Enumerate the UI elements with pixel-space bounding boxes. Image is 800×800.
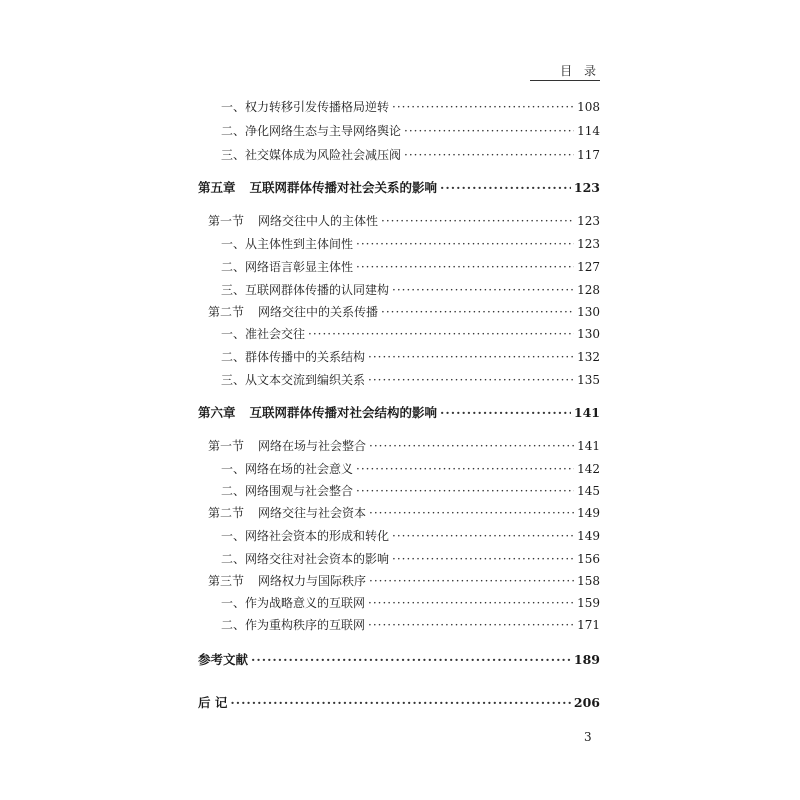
toc-entry-page: 135 bbox=[577, 373, 600, 387]
toc-entry-label bbox=[221, 482, 353, 499]
toc-entry-page: 158 bbox=[577, 574, 600, 588]
toc-entry-label bbox=[221, 616, 365, 633]
dot-leader bbox=[308, 327, 574, 341]
toc-entry-title: 二、群体传播中的关系结构 bbox=[221, 350, 366, 364]
toc-entry-label bbox=[208, 303, 378, 320]
toc-entry-title: 二、净化网络生态与主导网络舆论 bbox=[221, 124, 402, 138]
toc-entry-label bbox=[221, 235, 353, 252]
toc-entry-sub bbox=[198, 122, 600, 142]
toc-entry-label bbox=[221, 98, 389, 115]
toc-entry-title: 三、从文本交流到编织关系 bbox=[221, 373, 366, 387]
toc-entry-page: 206 bbox=[573, 695, 600, 710]
header-rule bbox=[530, 80, 600, 81]
toc-entry-sub bbox=[198, 460, 600, 480]
toc-entry-title: 互联网群体传播对社会结构的影响 bbox=[249, 405, 438, 420]
dot-leader bbox=[440, 405, 571, 420]
toc-entry-sub bbox=[198, 235, 600, 255]
toc-entry-page: 127 bbox=[577, 260, 600, 274]
toc-entry-page: 141 bbox=[573, 405, 600, 420]
dot-leader bbox=[404, 148, 574, 162]
toc-entry-sub bbox=[198, 348, 600, 368]
toc-entry-chapter bbox=[198, 693, 600, 713]
toc-entry-label bbox=[198, 650, 248, 668]
toc-entry-page: 142 bbox=[577, 462, 600, 476]
toc-entry-chapter bbox=[198, 178, 600, 198]
dot-leader bbox=[368, 618, 574, 632]
toc-entry-label bbox=[221, 371, 365, 388]
toc-entry-page: 123 bbox=[577, 237, 600, 251]
dot-leader bbox=[356, 237, 574, 251]
toc-entry-label bbox=[221, 527, 389, 544]
toc-entry-page: 171 bbox=[577, 618, 600, 632]
toc-entry-title: 网络交往中的关系传播 bbox=[258, 305, 379, 319]
dot-leader bbox=[404, 124, 574, 138]
dot-leader bbox=[369, 439, 574, 453]
toc-entry-section bbox=[198, 504, 600, 524]
dot-leader bbox=[392, 529, 574, 543]
toc-entry-section bbox=[198, 303, 600, 323]
toc-entry-label bbox=[221, 460, 353, 477]
dot-leader bbox=[230, 695, 571, 710]
toc-entry-title: 一、从主体性到主体间性 bbox=[221, 237, 354, 251]
toc-entry-label bbox=[221, 550, 389, 567]
running-header: 目 录 bbox=[560, 64, 600, 78]
toc-entry-page: 130 bbox=[577, 305, 600, 319]
toc-entry-page: 132 bbox=[577, 350, 600, 364]
toc-entry-label bbox=[221, 122, 401, 139]
toc-entry-sub bbox=[198, 98, 600, 118]
toc-entry-label bbox=[221, 348, 365, 365]
toc-entry-sub bbox=[198, 616, 600, 636]
toc-entry-section bbox=[198, 212, 600, 232]
dot-leader bbox=[392, 100, 574, 114]
toc-entry-sub bbox=[198, 527, 600, 547]
dot-leader bbox=[251, 652, 571, 667]
toc-entry-label bbox=[221, 258, 353, 275]
toc-entry-page: 123 bbox=[573, 180, 600, 195]
toc-entry-sub bbox=[198, 550, 600, 570]
toc-entry-title: 网络交往中人的主体性 bbox=[258, 214, 379, 228]
toc-entry-title: 网络在场与社会整合 bbox=[258, 439, 367, 453]
toc-entry-sub bbox=[198, 325, 600, 345]
toc-entry-title: 二、作为重构秩序的互联网 bbox=[221, 618, 366, 632]
toc-entry-label bbox=[208, 572, 366, 589]
toc-entry-number: 第三节 bbox=[208, 574, 245, 588]
toc-entry-number: 第一节 bbox=[208, 439, 245, 453]
toc-entry-page: 123 bbox=[577, 214, 600, 228]
toc-entry-title: 二、网络交往对社会资本的影响 bbox=[221, 552, 390, 566]
toc-entry-page: 128 bbox=[577, 283, 600, 297]
toc-entry-section bbox=[198, 572, 600, 592]
toc-entry-page: 117 bbox=[577, 148, 600, 162]
toc-entry-title: 二、网络围观与社会整合 bbox=[221, 484, 354, 498]
toc-entry-page: 108 bbox=[577, 100, 600, 114]
toc-entry-title: 互联网群体传播对社会关系的影响 bbox=[249, 180, 438, 195]
dot-leader bbox=[381, 305, 574, 319]
toc-entry-page: 159 bbox=[577, 596, 600, 610]
toc-entry-label bbox=[198, 693, 227, 711]
toc-entry-page: 145 bbox=[577, 484, 600, 498]
toc-entry-sub bbox=[198, 281, 600, 301]
toc-entry-page: 149 bbox=[577, 529, 600, 543]
dot-leader bbox=[368, 373, 574, 387]
toc-entry-sub bbox=[198, 482, 600, 502]
toc-entry-number: 第六章 bbox=[198, 405, 236, 420]
toc-entry-label bbox=[208, 504, 366, 521]
toc-entry-label bbox=[198, 178, 437, 196]
dot-leader bbox=[381, 214, 574, 228]
toc-entry-title: 一、权力转移引发传播格局逆转 bbox=[221, 100, 390, 114]
toc-entry-page: 114 bbox=[577, 124, 600, 138]
toc-entry-page: 149 bbox=[577, 506, 600, 520]
dot-leader bbox=[440, 180, 571, 195]
dot-leader bbox=[368, 596, 574, 610]
toc-entry-label bbox=[221, 281, 389, 298]
toc-entry-section bbox=[198, 437, 600, 457]
toc-entry-number: 第二节 bbox=[208, 506, 245, 520]
toc-entry-page: 130 bbox=[577, 327, 600, 341]
toc-entry-label bbox=[221, 325, 305, 342]
toc-entry-label bbox=[198, 403, 437, 421]
toc-entry-title: 一、网络在场的社会意义 bbox=[221, 462, 354, 476]
dot-leader bbox=[356, 462, 574, 476]
toc-entry-title: 网络权力与国际秩序 bbox=[258, 574, 367, 588]
dot-leader bbox=[369, 506, 574, 520]
toc-entry-page: 141 bbox=[577, 439, 600, 453]
toc-entry-label bbox=[221, 594, 365, 611]
dot-leader bbox=[356, 484, 574, 498]
toc-entry-number: 第二节 bbox=[208, 305, 245, 319]
dot-leader bbox=[368, 350, 574, 364]
dot-leader bbox=[356, 260, 574, 274]
toc-entry-label bbox=[208, 212, 378, 229]
toc-entry-title: 后 记 bbox=[198, 695, 228, 710]
toc-entry-title: 三、社交媒体成为风险社会减压阀 bbox=[221, 148, 402, 162]
toc-entry-sub bbox=[198, 594, 600, 614]
toc-entry-sub bbox=[198, 146, 600, 166]
toc-entry-number: 第一节 bbox=[208, 214, 245, 228]
toc-entry-title: 网络交往与社会资本 bbox=[258, 506, 367, 520]
toc-entry-page: 156 bbox=[577, 552, 600, 566]
dot-leader bbox=[369, 574, 574, 588]
toc-entry-page: 189 bbox=[573, 652, 600, 667]
toc-entry-label bbox=[208, 437, 366, 454]
toc-entry-chapter bbox=[198, 650, 600, 670]
toc-entry-title: 一、准社会交往 bbox=[221, 327, 306, 341]
page-number: 3 bbox=[584, 730, 592, 744]
toc-entry-chapter bbox=[198, 403, 600, 423]
toc-entry-title: 一、作为战略意义的互联网 bbox=[221, 596, 366, 610]
toc-entry-label bbox=[221, 146, 401, 163]
toc-entry-title: 三、互联网群体传播的认同建构 bbox=[221, 283, 390, 297]
dot-leader bbox=[392, 283, 574, 297]
dot-leader bbox=[392, 552, 574, 566]
toc-entry-sub bbox=[198, 258, 600, 278]
toc-entry-title: 参考文献 bbox=[198, 652, 249, 667]
toc-entry-title: 二、网络语言彰显主体性 bbox=[221, 260, 354, 274]
toc-entry-number: 第五章 bbox=[198, 180, 236, 195]
toc-entry-sub bbox=[198, 371, 600, 391]
toc-entry-title: 一、网络社会资本的形成和转化 bbox=[221, 529, 390, 543]
